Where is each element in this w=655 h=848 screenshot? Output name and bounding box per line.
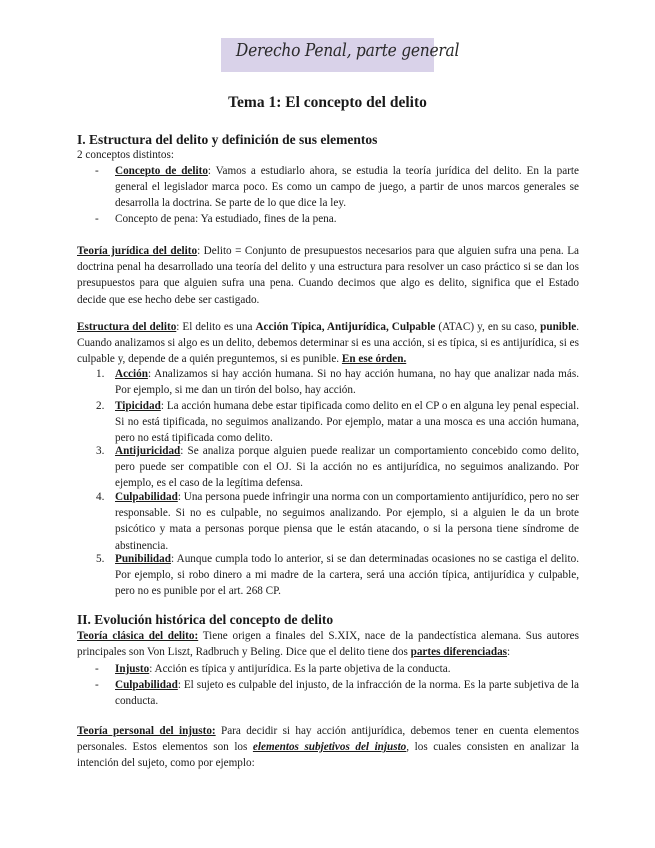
text-part: Tiene origen a finales del S.XIX, nace de la pandectística alemana. Sus autores principales son Von Liszt, Radbruch y Beling. Dice que el delito tiene dos [77, 630, 579, 659]
item-text: : Una persona puede infringir una norma con un comportamiento antijurídico, pero no ser responsable. Si no es culpable, no seguimos analizando. Por ejemplo, si a alguien le da un brote psicótico y mata a personas porque piensa que le están atacando, o si la persona tiene síndrome de abstinencia. [115, 491, 579, 552]
topic-title: Tema 1: El concepto del delito [228, 94, 427, 111]
item-term: Acción [115, 368, 148, 380]
item-text: : Aunque cumpla todo lo anterior, si se dan determinadas ocasiones no se castiga el delito. Por ejemplo, si robo dinero a mi madre de la cartera, será una acción típica, antijurídica y culpable, pero no es punible por el art. 268 CP. [115, 553, 579, 598]
list-item [115, 366, 579, 398]
item-text: : La acción humana debe estar tipificada como delito en el CP o en alguna ley penal especial. Si no está tipificada, no seguimos analizando. Por ejemplo, matar a una mosca es una acción humana, pero no está tipificada como delito. [115, 400, 579, 445]
emphasis: elementos subjetivos del injusto [252, 741, 407, 754]
text-part: . Cuando analizamos si algo es un delito, debemos determinar si es una acción, si es típica, si es antijurídica, si es culpable y, depende de a quién preguntemos, si es punible. [77, 321, 579, 366]
item-term: Tipicidad [115, 400, 161, 412]
list-number: 5. [96, 553, 105, 565]
term: Teoría jurídica del delito [77, 245, 198, 257]
section-heading-2: II. Evolución histórica del concepto de delito [77, 612, 334, 627]
bullet-term: Injusto [115, 663, 150, 675]
paragraph-text: : Delito = Conjunto de presupuestos necesarios para que alguien sufra una pena. La doctrina penal ha desarrollado una teoría del delito y una estructura para resolver un caso práctico si se dan los presupuestos para que alguien sufra una pena. Cuando decimos que algo es delito, significa que el Estado decide que ese hecho debe ser castigado. [77, 245, 580, 306]
text-part: (ATAC) y, en su caso, [435, 321, 541, 333]
bullet-concepto-delito [115, 163, 579, 212]
bullet-text: : Vamos a estudiarlo ahora, se estudia la teoría jurídica del delito. En la parte general el legislador marca poco. Es como un campo de juego, a partir de unos marcos generales se desarrolla la doctrina. Se parte de lo que dice la ley. [115, 165, 579, 210]
emphasis: partes diferenciadas [410, 646, 508, 659]
term: Estructura del delito [77, 321, 177, 333]
bullet-dash: - [95, 165, 99, 177]
item-term: Culpabilidad [115, 491, 178, 503]
document-title: Derecho Penal, parte general [235, 40, 460, 61]
item-text: : Analizamos si hay acción humana. Si no hay acción humana, no hay que analizar nada más. Por ejemplo, si me dan un tirón del bolso, hay acción. [115, 368, 579, 397]
item-term: Antijuricidad [115, 445, 181, 457]
bullet-dash: - [95, 213, 99, 225]
bullet-text: : Acción es típica y antijurídica. Es la parte objetiva de la conducta. [149, 663, 451, 675]
text-part: Para decidir si hay acción antijurídica, debemos tener en cuenta elementos personales. Estos elementos son los [77, 725, 579, 754]
bullet-term: Concepto de delito [115, 165, 208, 177]
text-part: : El delito es una [176, 321, 256, 333]
list-number: 4. [96, 491, 105, 503]
bullet-dash: - [95, 663, 99, 675]
bullet-culpabilidad [115, 677, 579, 709]
term: Teoría personal del injusto: [77, 725, 216, 737]
list-item [115, 443, 579, 492]
intro-text: 2 conceptos distintos: [77, 149, 174, 161]
list-item [115, 398, 579, 447]
section-heading-1: I. Estructura del delito y definición de sus elementos [77, 132, 378, 147]
emphasis: punible [540, 321, 577, 333]
emphasis: En ese órden. [341, 353, 407, 366]
paragraph-teoria-personal [77, 723, 579, 772]
item-term: Punibilidad [115, 553, 171, 565]
item-text: : Se analiza porque alguien puede realizar un comportamiento concebido como delito, pero puede ser compatible con el OJ. Si la acción no es antijurídica, no seguimos analizando. Por ejemplo, es el caso de la legítima defensa. [115, 445, 579, 490]
bullet-injusto [115, 661, 579, 677]
list-number: 2. [96, 400, 105, 412]
list-item [115, 551, 579, 600]
emphasis: Acción Típica, Antijurídica, Culpable [255, 321, 436, 333]
bullet-dash: - [95, 679, 99, 691]
bullet-text: : El sujeto es culpable del injusto, de la infracción de la norma. Es la parte subjetiva de la conducta. [115, 679, 579, 708]
bullet-concepto-pena: Concepto de pena: Ya estudiado, fines de la pena. [115, 213, 337, 225]
paragraph-teoria-clasica [77, 628, 579, 660]
list-item [115, 489, 579, 554]
text-part: : [507, 646, 511, 659]
list-number: 3. [96, 445, 105, 457]
list-number: 1. [96, 368, 105, 380]
paragraph-estructura [77, 319, 579, 368]
term: Teoría clásica del delito: [77, 630, 199, 642]
paragraph-teoria-juridica [77, 243, 579, 308]
text-part: , los cuales consisten en analizar la intención del sujeto, como por ejemplo: [77, 741, 579, 770]
bullet-term: Culpabilidad [115, 679, 178, 691]
